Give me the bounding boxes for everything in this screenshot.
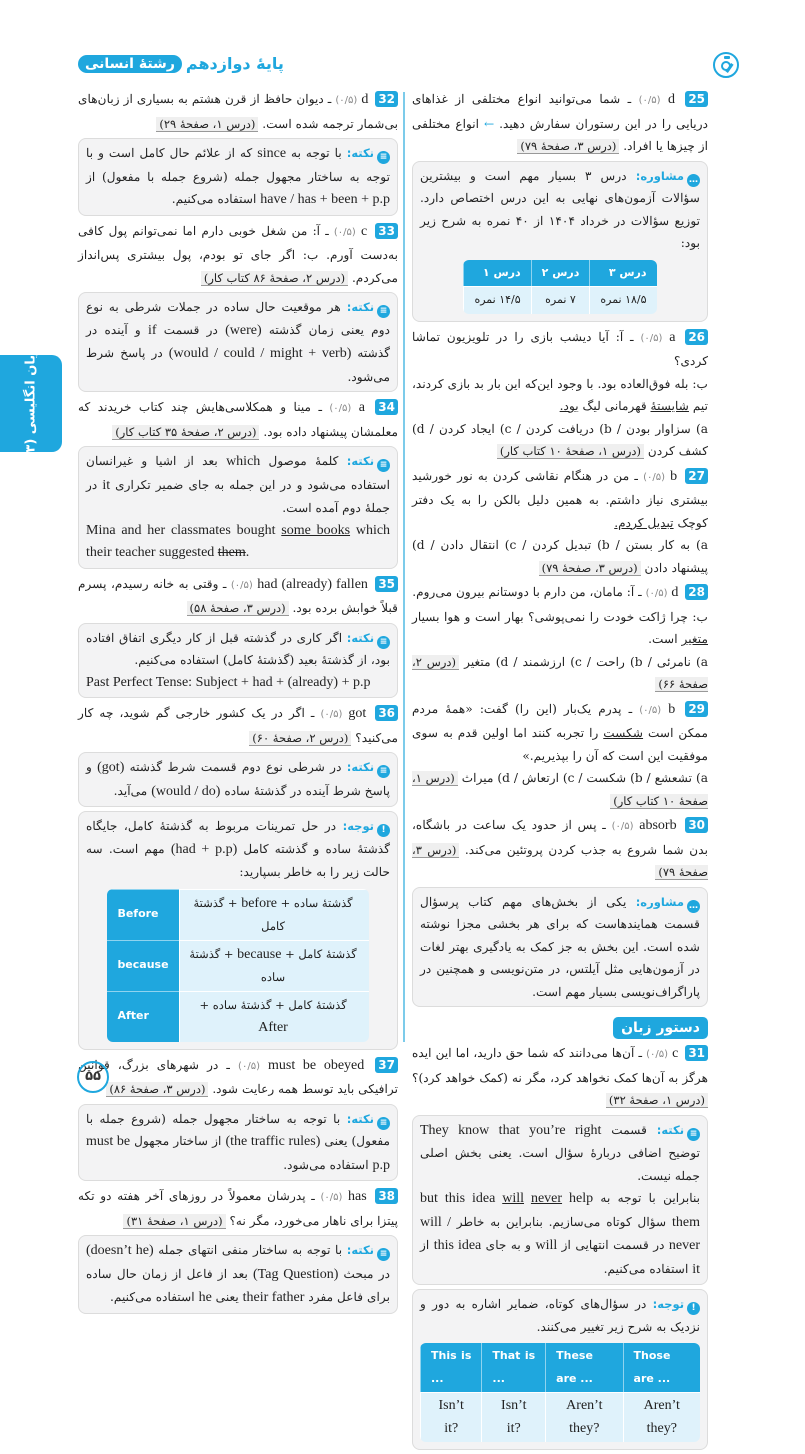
note-text: قسمت bbox=[611, 1122, 647, 1137]
english-phrase: which bbox=[226, 454, 261, 469]
table-cell: ۱۴/۵ نمره bbox=[463, 286, 530, 314]
english-phrase: because bbox=[237, 946, 282, 962]
left-column bbox=[78, 88, 398, 1318]
table-row bbox=[107, 940, 368, 991]
english-phrase: (got) bbox=[97, 760, 125, 775]
note-tag: نکته: bbox=[346, 1243, 374, 1257]
note-icon: ≡ bbox=[377, 1117, 390, 1130]
note-text: از ساختار مجهول bbox=[134, 1134, 222, 1148]
attention-box bbox=[78, 811, 398, 1050]
note-text: در مبحث bbox=[343, 1266, 391, 1281]
side-tab-label: زبان انگلیسی (۳) bbox=[23, 347, 39, 459]
stopwatch-pen-icon bbox=[713, 52, 739, 78]
example-sentence bbox=[86, 520, 390, 565]
answer: must be obeyed bbox=[268, 1057, 365, 1073]
note-tag: نکته: bbox=[656, 1122, 685, 1137]
english-phrase: will bbox=[535, 1238, 558, 1253]
question-number: 32 bbox=[375, 91, 398, 107]
table-row bbox=[107, 991, 368, 1042]
reference: (درس ۱، صفحهٔ ۱۰ کتاب کار) bbox=[412, 771, 708, 808]
note-box bbox=[78, 752, 398, 807]
note-box bbox=[78, 292, 398, 392]
arrow-text: انواع مختلفی از چیزها یا افراد. bbox=[412, 116, 708, 153]
exclamation-icon: ! bbox=[377, 824, 390, 837]
answer: d bbox=[671, 585, 679, 600]
note-text: اگر کاری در گذشته قبل از کار دیگری اتفاق افتاده بود، از گذشتهٔ بعید (گذشتهٔ کامل) استفاده می‌کنیم. bbox=[86, 630, 390, 667]
attention-text: مهم است. سه حالت زیر را به خاطر بسپارید: bbox=[86, 841, 390, 879]
question-34 bbox=[78, 396, 398, 443]
underlined-word: never bbox=[530, 1191, 563, 1206]
note-text: استفاده می‌شود. bbox=[283, 1157, 369, 1172]
english-phrase: it bbox=[692, 1261, 700, 1277]
english-phrase: They know that you’re right bbox=[420, 1122, 602, 1138]
english-phrase: (were) bbox=[225, 322, 262, 338]
note-text: یعنی bbox=[215, 1290, 239, 1304]
note-text: استفاده می‌کنیم. bbox=[110, 1290, 195, 1304]
note-tag: نکته: bbox=[346, 1111, 374, 1126]
right-column bbox=[412, 88, 708, 1454]
table-cell: Aren’t they? bbox=[545, 1392, 622, 1442]
note-box bbox=[78, 623, 398, 699]
english-phrase: before bbox=[241, 895, 277, 911]
note-tag: نکته: bbox=[346, 630, 375, 645]
reference: (درس ۳، صفحهٔ ۷۹) bbox=[412, 842, 708, 879]
note-tag: نکته: bbox=[346, 760, 375, 774]
table-header: That is ... bbox=[481, 1343, 545, 1392]
reference: (درس ۱، صفحهٔ ۳۱) bbox=[123, 1214, 225, 1229]
note-box bbox=[78, 1104, 398, 1182]
row-header: because bbox=[107, 940, 178, 991]
cell-text: + گذشتهٔ ساده bbox=[189, 946, 286, 984]
underlined-word: متغیر bbox=[681, 632, 708, 646]
note-text: و به جای bbox=[485, 1238, 532, 1252]
row-header: Before bbox=[107, 889, 178, 940]
question-number: 28 bbox=[685, 584, 708, 600]
options: a) به کار بستن / b) تبدیل کردن / c) انتقال دادن / d) پیشنهاد دادن bbox=[412, 538, 708, 575]
note-icon: ≡ bbox=[377, 459, 390, 472]
note-text: سؤال کوتاه می‌سازیم. بنابراین به خاطر bbox=[456, 1214, 667, 1229]
english-phrase: their father bbox=[242, 1290, 305, 1305]
attention-text: در حل تمرینات مربوط به گذشتهٔ کامل، جایگاه گذشتهٔ ساده و گذشته کامل bbox=[86, 819, 391, 856]
question-text: قهرمانی لیگ bbox=[582, 399, 647, 413]
question-text: ـ مینا و همکلاسی‌هایش چند کتاب خریدند که معلمشان پیشنهاد داده بود. bbox=[78, 400, 398, 439]
answer: b bbox=[668, 701, 676, 717]
table-cell bbox=[179, 940, 369, 991]
score: (۰/۵) bbox=[643, 471, 666, 483]
note-text: در شرطی نوع دوم قسمت شرط گذشته bbox=[129, 760, 342, 774]
note-text: بنابراین با توجه به bbox=[600, 1191, 701, 1205]
question-text: ب: چرا ژاکت خودت را نمی‌پوشی؟ بهار است و هوا بسیار bbox=[412, 609, 708, 624]
cell-text: گذشتهٔ ساده + bbox=[280, 895, 353, 910]
answer: absorb bbox=[639, 818, 677, 833]
question-number: 36 bbox=[375, 705, 398, 721]
attention-tag: توجه: bbox=[652, 1297, 685, 1311]
advice-tag: مشاوره: bbox=[635, 894, 684, 909]
underlined-word: some books bbox=[281, 522, 351, 538]
note-text: از bbox=[420, 1238, 430, 1252]
question-number: 34 bbox=[375, 399, 398, 415]
note-text: در قسمت انتهایی از bbox=[561, 1238, 665, 1252]
advice-icon: … bbox=[689, 900, 698, 911]
note-tag: نکته: bbox=[346, 300, 375, 314]
note-text: و پاسخ شرط آینده در گذشتهٔ ساده bbox=[86, 760, 390, 798]
answer: got bbox=[348, 706, 367, 721]
advice-icon: … bbox=[689, 174, 699, 185]
english-phrase: (would / do) bbox=[151, 783, 221, 799]
answer: has bbox=[348, 1189, 367, 1204]
table-header: درس ۱ bbox=[463, 260, 530, 287]
question-text: ـ دیوان حافظ از قرن هشتم به بسیاری از زبان‌های بی‌شمار ترجمه شده است. bbox=[78, 92, 398, 131]
english-phrase: After bbox=[258, 1020, 288, 1035]
english-phrase: help them bbox=[568, 1191, 701, 1230]
advice-box bbox=[412, 161, 708, 322]
question-31 bbox=[412, 1042, 708, 1112]
english-phrase: since bbox=[257, 146, 287, 161]
question-number: 38 bbox=[375, 1188, 398, 1204]
question-27 bbox=[412, 465, 708, 580]
attention-tag: توجه: bbox=[342, 819, 374, 833]
column-divider bbox=[403, 92, 405, 1042]
page-number: ۵۵ bbox=[77, 1061, 109, 1093]
table-cell: ۷ نمره bbox=[531, 286, 590, 314]
answer: c bbox=[360, 223, 368, 239]
note-text: استفاده می‌کنیم. bbox=[603, 1261, 689, 1276]
question-number: 26 bbox=[685, 329, 708, 345]
reference: (درس ۳، صفحهٔ ۵۸) bbox=[187, 601, 289, 616]
tense-order-table bbox=[107, 889, 368, 1042]
section-title: دستور زبان bbox=[613, 1017, 708, 1039]
question-text: ـ پس از حدود یک ساعت در باشگاه، بدن شما شروع به جذب کردن پروتئین می‌کند. bbox=[412, 818, 709, 857]
question-number: 35 bbox=[375, 576, 398, 592]
note-tag: نکته: bbox=[346, 146, 374, 160]
question-number: 30 bbox=[685, 817, 708, 833]
note-text: که از علائم حال کامل است و با توجه به ساختار مجهول جمله (شروع جمله با مفعول) از bbox=[86, 146, 390, 184]
options: a) سزاوار بودن / b) دریافت کردن / c) ایجاد کردن / d) کشف کردن bbox=[412, 421, 708, 458]
english-phrase: but this idea bbox=[420, 1191, 496, 1206]
note-box bbox=[78, 1235, 398, 1314]
header-title bbox=[78, 54, 284, 73]
question-33 bbox=[78, 220, 398, 290]
question-35 bbox=[78, 573, 398, 620]
english-phrase: must be p.p bbox=[86, 1134, 390, 1173]
header-grade: پایهٔ دوازدهم bbox=[185, 54, 284, 73]
question-28 bbox=[412, 581, 708, 696]
score: (۰/۵) bbox=[230, 579, 253, 591]
question-text: ـ وقتی به خانه رسیدم، پسرم قبلاً خوابش برده بود. bbox=[78, 576, 398, 615]
note-text: و آینده در گذشته bbox=[86, 322, 391, 360]
score: (۰/۵) bbox=[238, 1060, 260, 1072]
cell-text: گذشتهٔ کامل + گذشتهٔ ساده + bbox=[199, 997, 347, 1012]
table-cell: Isn’t it? bbox=[420, 1392, 481, 1442]
example-text: . bbox=[245, 545, 250, 560]
answer: b bbox=[670, 468, 678, 484]
reference: (درس ۲، صفحهٔ ۳۵ کتاب کار) bbox=[112, 425, 259, 440]
note-box bbox=[412, 1115, 708, 1286]
reference: (درس ۲، صفحهٔ ۶۰) bbox=[249, 731, 351, 746]
note-icon: ≡ bbox=[377, 305, 390, 318]
english-phrase: if bbox=[147, 322, 157, 338]
note-icon: ≡ bbox=[377, 765, 390, 778]
advice-box bbox=[412, 887, 708, 1008]
score: (۰/۵) bbox=[645, 588, 668, 599]
english-phrase: will / never bbox=[420, 1214, 701, 1253]
question-number: 33 bbox=[375, 223, 398, 239]
reference: (درس ۱، صفحهٔ ۱۰ کتاب کار) bbox=[497, 444, 644, 459]
underlined-word: تبدیل کردم. bbox=[614, 515, 674, 530]
note-icon: ≡ bbox=[377, 636, 390, 649]
reference: (درس ۳، صفحهٔ ۸۶) bbox=[106, 1082, 208, 1097]
question-36 bbox=[78, 702, 398, 749]
question-number: 25 bbox=[685, 91, 708, 107]
stopwatch-knob bbox=[724, 56, 730, 59]
note-box bbox=[78, 446, 398, 569]
question-text: است. bbox=[648, 632, 678, 646]
note-text: کلمهٔ موصول bbox=[268, 454, 339, 468]
reference: (درس ۲، صفحهٔ ۸۶ کتاب کار) bbox=[201, 271, 348, 286]
score: (۰/۵) bbox=[333, 226, 356, 238]
question-text: ـ پدرشان معمولاً در روزهای آخر هفته دو تکه پیتزا برای ناهار می‌خورد، مگر نه؟ bbox=[78, 1189, 398, 1228]
question-text: ـ آ: آیا دیشب بازی را در تلویزیون تماشا کردی؟ bbox=[412, 329, 708, 368]
reference: (درس ۱، صفحهٔ ۲۹) bbox=[156, 117, 258, 132]
advice-text: درس ۳ بسیار مهم است و بیشترین سؤالات آزمون‌های نهایی به این درس اختصاص دارد. توزیع سؤالات در خرداد ۱۴۰۴ از ۴۰ نمره به شرح زیر بود: bbox=[420, 168, 701, 250]
score: (۰/۵) bbox=[639, 704, 662, 716]
note-text: در قسمت bbox=[163, 322, 218, 337]
exclamation-icon: ! bbox=[687, 1302, 700, 1315]
note-icon: ≡ bbox=[377, 1248, 390, 1261]
reference: (درس ۳، صفحهٔ ۷۹) bbox=[517, 139, 619, 154]
english-phrase: (Tag Question) bbox=[253, 1266, 339, 1282]
attention-box bbox=[412, 1289, 708, 1450]
example-text: Mina and her classmates bought bbox=[86, 522, 276, 538]
table-header: These are ... bbox=[545, 1343, 622, 1392]
question-text: ـ شما می‌توانید انواع مختلفی از غذاهای دریایی را در این رستوران سفارش دهید. bbox=[412, 92, 709, 131]
note-text: بعد از اشیا و غیرانسان استفاده می‌شود و در این جمله به جای ضمیر تکراری bbox=[86, 454, 391, 492]
score: (۰/۵) bbox=[638, 95, 661, 106]
score: (۰/۵) bbox=[611, 821, 634, 832]
options: a) تشعشع / b) شکست / c) ارتعاش / d) میراث bbox=[461, 771, 709, 785]
question-38 bbox=[78, 1185, 398, 1232]
question-text: ـ آ: من شغل خوبی دارم اما نمی‌توانم پول کافی به‌دست آورم. ب: اگر جای تو بودم، پول بیشتری پس‌انداز می‌کردم. bbox=[78, 223, 398, 285]
answer: a bbox=[358, 400, 365, 415]
score: (۰/۵) bbox=[320, 1192, 343, 1203]
note-text: با توجه به ساختار مجهول جمله (شروع جمله با مفعول) یعنی bbox=[86, 1111, 391, 1148]
note-tag: نکته: bbox=[346, 454, 375, 468]
score-distribution-table bbox=[463, 260, 656, 314]
english-phrase: (doesn’t he) bbox=[86, 1243, 154, 1258]
answer: d bbox=[361, 92, 369, 107]
note-text: با توجه به ساختار منفی انتهای جمله bbox=[158, 1243, 343, 1257]
question-text: ـ من در هنگام نقاشی کردن به نور خورشید بیشتری نیاز داشتم. به همین دلیل بالکن را به یک دفتر کوچک bbox=[412, 468, 708, 530]
options: a) نامرئی / b) راحت / c) ارزشمند / d) متغیر bbox=[464, 654, 708, 669]
underlined-word: شایستهٔ bbox=[650, 399, 689, 413]
answer: c bbox=[672, 1046, 679, 1061]
reference: (درس ۳، صفحهٔ ۷۹) bbox=[539, 561, 641, 576]
question-text: را تجربه کنند اما اولین قدم به سوی موفقیت این است که آن را بپذیریم.» bbox=[412, 726, 708, 763]
row-header: After bbox=[107, 991, 178, 1042]
table-header: درس ۲ bbox=[531, 260, 590, 287]
note-text: استفاده می‌کنیم. bbox=[171, 192, 257, 206]
question-37 bbox=[78, 1054, 398, 1101]
question-text: ـ در شهرهای بزرگ، قوانین ترافیکی باید توسط همه رعایت شود. bbox=[78, 1057, 398, 1096]
table-header: This is ... bbox=[420, 1343, 481, 1392]
question-29 bbox=[412, 698, 708, 813]
score: (۰/۵) bbox=[640, 332, 663, 344]
answer: d bbox=[667, 92, 675, 107]
side-subject-tab bbox=[0, 347, 62, 459]
answer: had (already) fallen bbox=[257, 576, 368, 592]
advice-text: یکی از بخش‌های مهم کتاب پرسؤال قسمت همایندهاست که برای هر بخشی مجزا نوشته شده است. این بخش به جز کمک به یادگیری بهتر لغات در آزمون‌هایی مثل آیلتس، در متن‌نویسی و همچنین در پاراگراف‌نویسی بسیار مهم است. bbox=[420, 894, 700, 999]
note-text: با توجه به bbox=[291, 146, 342, 160]
reference: (درس ۲، صفحهٔ ۶۶) bbox=[412, 654, 708, 691]
question-30 bbox=[412, 814, 708, 884]
question-32 bbox=[78, 88, 398, 135]
note-text: می‌آید. bbox=[113, 783, 148, 798]
question-25 bbox=[412, 88, 708, 158]
table-cell bbox=[179, 889, 369, 940]
note-text: در پاسخ شرط می‌شود. bbox=[86, 346, 390, 384]
english-phrase: (would / could / might + verb) bbox=[168, 346, 352, 361]
question-text: ـ اگر در یک کشور خارجی گم شوید، چه کار می‌کنید؟ bbox=[78, 706, 398, 745]
english-phrase: it bbox=[102, 477, 111, 493]
table-cell: Aren’t they? bbox=[623, 1392, 700, 1442]
question-text: ـ پدرم یک‌بار (این را) گفت: «همهٔ مردم ممکن است bbox=[412, 701, 708, 740]
question-number: 37 bbox=[375, 1057, 398, 1073]
note-icon: ≡ bbox=[687, 1128, 700, 1141]
answer: a bbox=[669, 329, 676, 345]
struck-word: them bbox=[217, 545, 246, 560]
score: (۰/۵) bbox=[320, 709, 343, 720]
underlined-word: شکست bbox=[603, 726, 644, 740]
score: (۰/۵) bbox=[335, 95, 358, 106]
attention-text: در سؤال‌های کوتاه، ضمایر اشاره به دور و نزدیک به شرح زیر تغییر می‌کنند. bbox=[420, 1297, 700, 1334]
question-text: ب: بله فوق‌العاده بود. با وجود این‌که این بار بد بازی کردند، تیم bbox=[412, 376, 708, 413]
question-text: ـ آ: مامان، من دارم با دوستانم بیرون می‌روم. bbox=[412, 585, 642, 599]
example-text: which their teacher suggested bbox=[86, 522, 391, 560]
table-cell: Isn’t it? bbox=[481, 1392, 545, 1442]
english-phrase: (had + p.p) bbox=[170, 841, 238, 857]
question-number: 29 bbox=[685, 701, 708, 717]
note-text: توضیح اضافی دربارهٔ سؤال است. یعنی بخش اصلی جمله نیست. bbox=[420, 1146, 700, 1183]
score: (۰/۵) bbox=[646, 1049, 669, 1060]
table-header: درس ۳ bbox=[589, 260, 656, 287]
tag-question-table bbox=[420, 1343, 700, 1442]
note-text: بعد از فاعل از زمان حال ساده برای فاعل مفرد bbox=[86, 1266, 390, 1304]
question-number: 31 bbox=[685, 1045, 708, 1061]
formula: Past Perfect Tense: Subject + had + (already) + p.p bbox=[86, 674, 371, 690]
note-text: هر موقعیت حال ساده در جملات شرطی به نوع دوم یعنی زمان گذشته bbox=[86, 300, 391, 337]
table-header: Those are ... bbox=[623, 1343, 700, 1392]
note-text: در جملهٔ دوم آمده است. bbox=[86, 477, 390, 515]
table-row bbox=[107, 889, 368, 940]
note-icon: ≡ bbox=[377, 151, 390, 164]
underlined-word: will bbox=[502, 1191, 525, 1206]
question-26 bbox=[412, 326, 708, 463]
english-phrase: have / has + been + p.p bbox=[260, 192, 390, 207]
english-phrase: (the traffic rules) bbox=[225, 1134, 321, 1149]
score: (۰/۵) bbox=[329, 403, 352, 414]
question-number: 27 bbox=[685, 468, 708, 484]
table-cell bbox=[179, 991, 369, 1042]
table-cell: ۱۸/۵ نمره bbox=[589, 286, 656, 314]
english-phrase: this idea bbox=[433, 1238, 482, 1253]
question-text: ـ آن‌ها می‌دانند که شما حق دارید، اما این ایده هرگز به آن‌ها کمک نخواهد کرد، مگر نه (کمک خواهد کرد)؟ bbox=[412, 1046, 708, 1085]
cell-text: گذشتهٔ کامل + bbox=[285, 946, 357, 961]
reference: (درس ۱، صفحهٔ ۳۲) bbox=[606, 1093, 708, 1108]
underlined-word: بود. bbox=[559, 399, 579, 413]
advice-tag: مشاوره: bbox=[635, 168, 685, 183]
header-field-pill: رشتهٔ انسانی bbox=[78, 55, 182, 73]
english-phrase: he bbox=[198, 1290, 212, 1305]
note-box bbox=[78, 138, 398, 216]
cell-text: + گذشتهٔ کامل bbox=[193, 895, 285, 933]
arrow-icon: ← bbox=[483, 116, 495, 131]
